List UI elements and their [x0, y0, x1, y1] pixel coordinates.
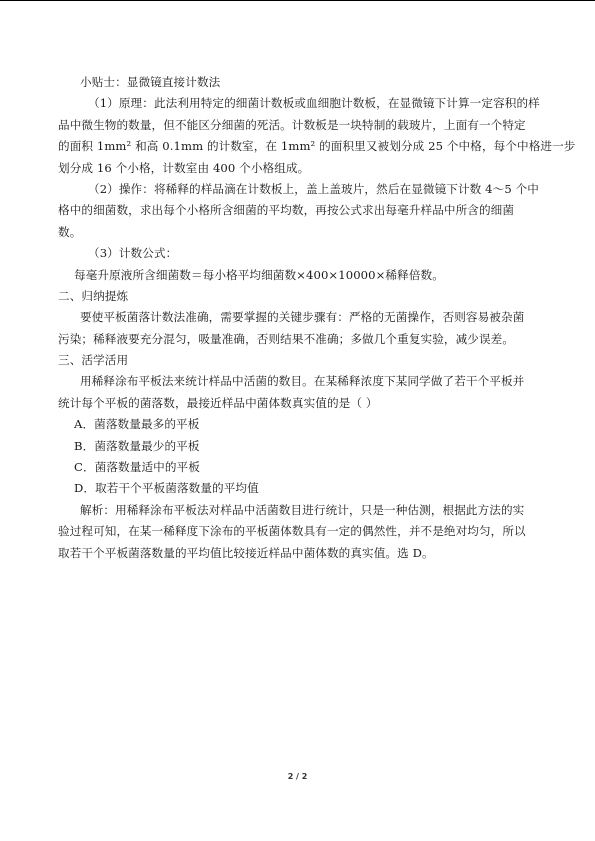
formula-title: （3）计数公式：	[88, 246, 178, 261]
principle-line-1: （1）原理：此法利用特定的细菌计数板或血细胞计数板，在显微镜下计算一定容积的样	[88, 96, 540, 111]
operation-line-3: 数。	[58, 224, 82, 239]
operation-line-2: 格中的细菌数，求出每个小格所含细菌的平均数，再按公式求出每毫升样品中所含的细菌	[58, 203, 515, 218]
operation-line-1: （2）操作：将稀释的样品滴在计数板上，盖上盖玻片，然后在显微镜下计数 4～5 个中	[88, 181, 539, 196]
question-line-1: 用稀释涂布平板法来统计样品中活菌的数目。在某稀释浓度下某同学做了若干个平板并	[80, 374, 525, 389]
principle-line-4: 划分成 16 个小格，计数室由 400 个小格组成。	[58, 160, 310, 175]
principle-line-3: 的面积 1mm² 和高 0.1mm 的计数室，在 1mm² 的面积里又被划分成 25 个中格，每个中格进一步	[58, 139, 576, 154]
analysis-line-1: 解析：用稀释涂布平板法对样品中活菌数目进行统计，只是一种估测，根据此方法的实	[80, 502, 525, 517]
tip-title: 小贴士：显微镜直接计数法	[80, 75, 221, 89]
page-number: 2 / 2	[287, 772, 308, 781]
option-d: D．取若干个平板菌落数量的平均值	[74, 481, 259, 496]
question-line-2: 统计每个平板的菌落数，最接近样品中菌体数真实值的是（ ）	[58, 395, 378, 410]
document-body	[58, 72, 576, 564]
option-a: A．菌落数量最多的平板	[74, 417, 200, 432]
option-b: B．菌落数量最少的平板	[74, 438, 200, 453]
header-rule	[0, 0, 595, 1]
principle-line-2: 品中微生物的数量，但不能区分细菌的死活。计数板是一块特制的载玻片，上面有一个特定	[58, 117, 526, 132]
analysis-line-3: 取若干个平板菌落数量的平均值比较接近样品中菌体数的真实值。选 D。	[58, 545, 434, 560]
section-two-line-2: 污染；稀释液要充分混匀，吸量准确，否则结果不准确；多做几个重复实验，减少误差。	[58, 331, 515, 346]
section-two-line-1: 要使平板菌落计数法准确，需要掌握的关键步骤有：严格的无菌操作，否则容易被杂菌	[80, 310, 525, 325]
formula: 每毫升原液所含细菌数＝每小格平均细菌数×400×10000×稀释倍数。	[74, 267, 444, 282]
option-c: C．菌落数量适中的平板	[74, 460, 200, 475]
analysis-line-2: 验过程可知，在某一稀释度下涂布的平板菌体数具有一定的偶然性，并不是绝对均匀，所以	[58, 524, 526, 539]
section-three-title: 三、活学活用	[58, 353, 129, 368]
section-two-title: 二、归纳提炼	[58, 288, 129, 303]
